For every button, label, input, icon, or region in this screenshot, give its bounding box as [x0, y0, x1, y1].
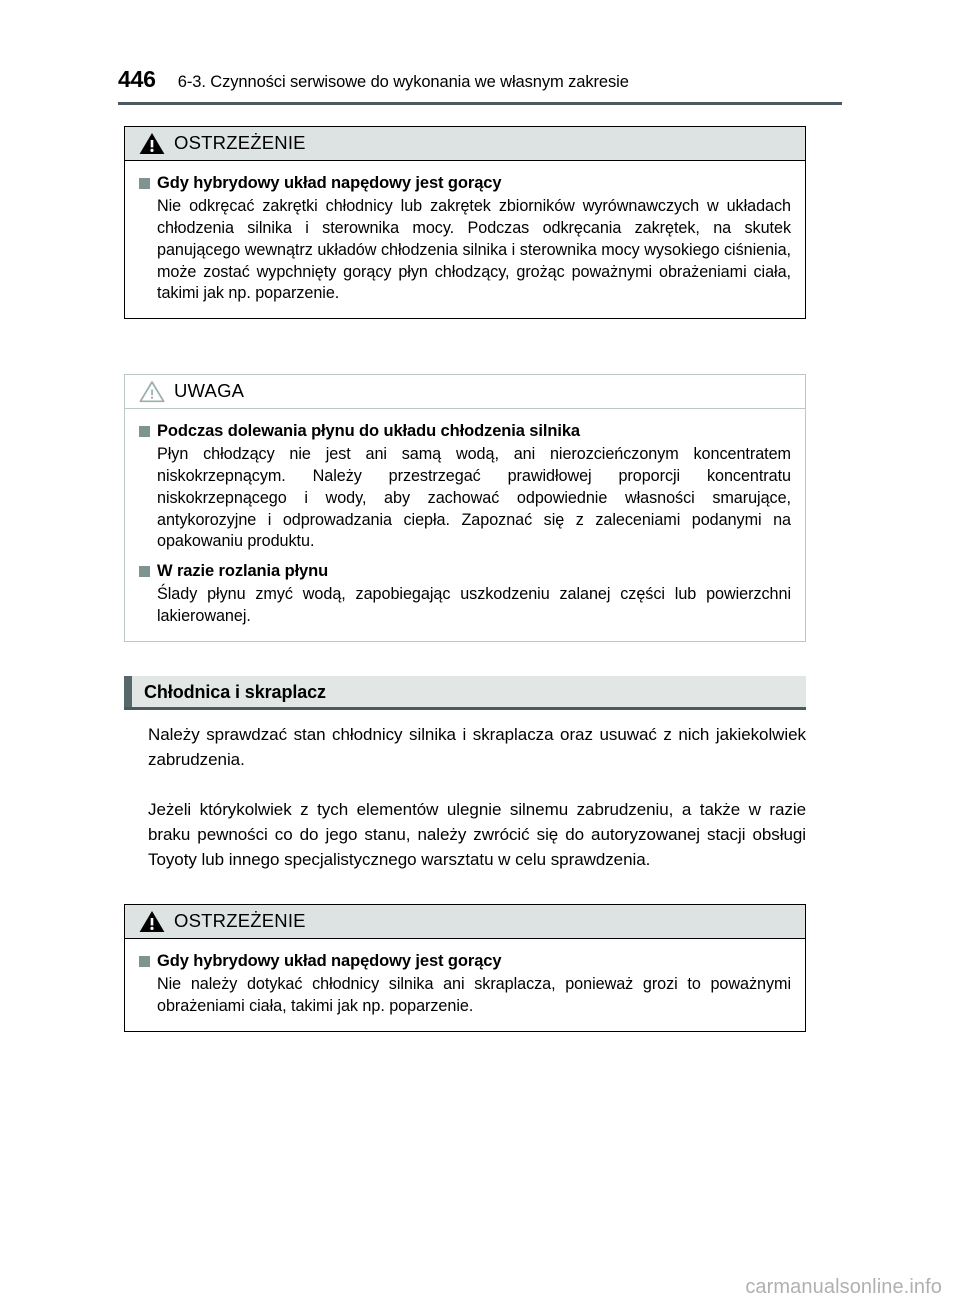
watermark: carmanualsonline.info — [745, 1276, 942, 1298]
notice-item-title-row — [139, 560, 791, 582]
section-heading-label: Chłodnica i skraplacz — [144, 681, 326, 702]
warning-box-2-header — [125, 905, 805, 939]
notice-box-body — [125, 409, 805, 641]
square-bullet-icon — [139, 956, 150, 967]
warning-item-title: Gdy hybrydowy układ napędowy jest gorący — [157, 952, 502, 970]
notice-item-body: Płyn chłodzący nie jest ani samą wodą, ani nierozcieńczonym koncentratem niskokrzepnącym. Należy przestrzegać prawidłowej proporcji koncentratu niskokrzepnącego i wody, aby zachować odpowiednie własności smarujące, antykorozyjne i odprowadzania ciepła. Zapoznać się z zaleceniami podanymi na opakowaniu produktu. — [157, 445, 791, 551]
warning-box-2-label: OSTRZEŻENIE — [174, 910, 306, 932]
notice-box-header — [125, 375, 805, 409]
warning-item-body: Nie należy dotykać chłodnicy silnika ani skraplacza, ponieważ grozi to poważnymi obrażeniami ciała, takimi jak np. poparzenie. — [157, 975, 791, 1016]
warning-item-body: Nie odkręcać zakrętki chłodnicy lub zakrętek zbiorników wyrównawczych w układach chłodzenia silnika i sterownika mocy. Podczas odkręcania zakrętek, na skutek panującego wewnątrz układów chłodzenia silnika i sterownika mocy wysokiego ciśnienia, może zostać wypchnięty gorący płyn chłodzący, grożąc poważnymi obrażeniami ciała, takimi jak np. poparzenie. — [157, 197, 791, 303]
notice-item — [139, 420, 791, 553]
warning-item-title: Gdy hybrydowy układ napędowy jest gorący — [157, 174, 502, 192]
warning-triangle-filled-icon — [139, 132, 165, 155]
notice-item-title: Podczas dolewania płynu do układu chłodzenia silnika — [157, 422, 580, 440]
header-divider — [118, 102, 842, 105]
section-paragraph-1: Należy sprawdzać stan chłodnicy silnika i skraplacza oraz usuwać z nich jakiekolwiek zabrudzenia. — [148, 725, 806, 769]
page-title: 6-3. Czynności serwisowe do wykonania we własnym zakresie — [177, 73, 629, 91]
warning-box-1 — [124, 126, 806, 319]
notice-item-title: W razie rozlania płynu — [157, 562, 329, 581]
notice-item-title-row — [139, 420, 791, 442]
warning-box-1-label: OSTRZEŻENIE — [174, 132, 306, 154]
page-number: 446 — [118, 66, 156, 92]
warning-box-1-header — [125, 127, 805, 161]
warning-box-1-body — [125, 161, 805, 318]
notice-item-body: Ślady płynu zmyć wodą, zapobiegając uszkodzeniu zalanej części lub powierzchni lakierowanej. — [157, 585, 791, 626]
square-bullet-icon — [139, 178, 150, 189]
section-heading — [124, 676, 806, 710]
notice-box — [124, 374, 806, 642]
warning-item — [139, 950, 791, 1018]
warning-triangle-filled-icon — [139, 910, 165, 933]
warning-box-2 — [124, 904, 806, 1032]
notice-item — [139, 560, 791, 628]
square-bullet-icon — [139, 566, 150, 577]
warning-box-2-body — [125, 939, 805, 1031]
section-heading-accent-bar — [124, 676, 132, 707]
warning-item-title-row — [139, 950, 791, 972]
square-bullet-icon — [139, 426, 150, 437]
notice-box-label: UWAGA — [174, 380, 245, 402]
warning-triangle-outline-icon — [139, 380, 165, 403]
warning-item-title-row — [139, 172, 791, 194]
warning-item — [139, 172, 791, 305]
page-header — [118, 68, 842, 91]
section-paragraph-2: Jeżeli którykolwiek z tych elementów ulegnie silnemu zabrudzeniu, a także w razie braku pewności co do jego stanu, należy zwrócić się do autoryzowanej stacji obsługi Toyoty lub innego specjalistycznego warsztatu w celu sprawdzenia. — [148, 800, 806, 869]
